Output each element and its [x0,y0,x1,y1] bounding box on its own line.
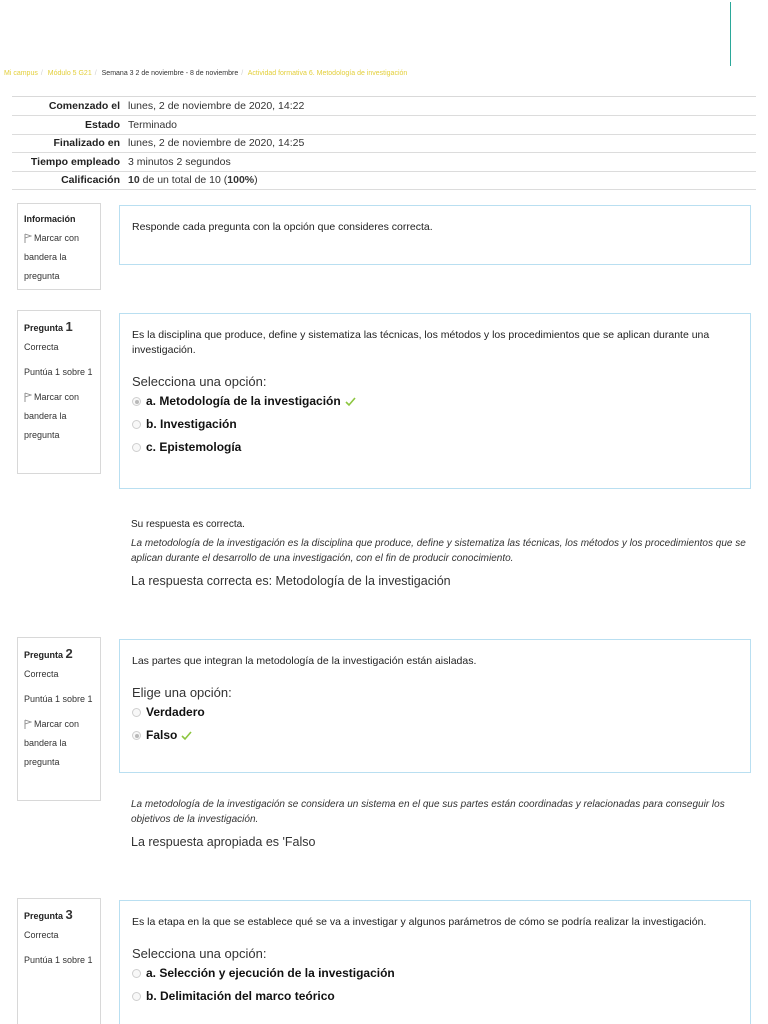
question-3-content [119,900,751,1024]
flag-label: Marcar con bandera la pregunta [24,233,80,281]
option-b[interactable] [132,417,738,431]
option-label: Verdadero [146,705,205,719]
question-number: 3 [65,907,73,922]
summary-row [12,171,756,190]
question-number: 2 [65,646,73,661]
question-grade: Puntúa 1 sobre 1 [24,694,93,704]
option-label: a. Metodología de la investigación [146,394,341,408]
summary-label: Tiempo empleado [12,153,124,172]
grade-end: ) [254,174,258,187]
grade-percent: 100% [227,174,255,187]
option-a[interactable] [132,966,738,980]
answer-prompt: Elige una opción: [132,685,232,700]
question-grade: Puntúa 1 sobre 1 [24,955,93,965]
option-c[interactable] [132,440,738,454]
flag-question-link[interactable] [24,715,94,772]
feedback-general: La metodología de la investigación es la disciplina que produce, define y sistematiza las técnicas, los métodos y los procedimientos que se aplican durante el desarrollo de una investigación, con el fin de producir conocimiento. [131,538,746,564]
question-2-info [17,637,101,801]
question-text: Es la disciplina que produce, define y sistematiza las técnicas, los métodos y los procedimientos que se aplican durante una investigación. [132,329,710,356]
info-content [119,205,751,265]
summary-value: 3 minutos 2 segundos [124,153,756,172]
option-a[interactable] [132,394,738,408]
question-text: Las partes que integran la metodología de la investigación están aisladas. [132,655,477,667]
header-divider [730,2,731,66]
option-verdadero[interactable] [132,705,738,719]
question-1-title [24,317,94,338]
grade-value [124,171,756,190]
right-answer: La respuesta apropiada es 'Falso [131,835,316,849]
info-title: Información [24,214,76,224]
radio[interactable] [132,969,141,978]
flag-icon [24,392,32,402]
question-2-content [119,639,751,773]
check-icon [181,730,192,741]
summary-value: Terminado [124,116,756,135]
info-panel [17,203,101,290]
flag-question-link[interactable] [24,229,94,286]
summary-label: Estado [12,116,124,135]
flag-icon [24,719,32,729]
question-1-info [17,310,101,474]
answer-prompt: Selecciona una opción: [132,374,267,389]
answer-prompt: Selecciona una opción: [132,946,267,961]
breadcrumb-modulo[interactable]: Módulo 5 G21 [47,70,92,77]
question-state: Correcta [24,342,59,352]
flag-label: Marcar con bandera la pregunta [24,392,80,440]
breadcrumb-actividad[interactable]: Actividad formativa 6. Metodología de investigación [247,70,408,77]
radio[interactable] [132,443,141,452]
feedback-status: Su respuesta es correcta. [131,519,245,530]
question-1-feedback [131,519,751,588]
summary-row [12,134,756,153]
summary-row [12,97,756,116]
question-2-title [24,644,94,665]
breadcrumb-semana[interactable]: Semana 3 2 de noviembre - 8 de noviembre [101,70,239,77]
flag-question-link[interactable] [24,388,94,445]
radio[interactable] [132,992,141,1001]
feedback-general: La metodología de la investigación se considera un sistema en el que sus partes están coordinadas y relacionadas para conseguir los objetivos de la investigación. [131,799,725,825]
breadcrumb-mi-campus[interactable]: Mi campus [4,70,38,77]
right-answer: La respuesta correcta es: Metodología de la investigación [131,574,451,588]
option-falso[interactable] [132,728,738,742]
question-state: Correcta [24,930,59,940]
flag-icon [24,233,32,243]
question-1-content [119,313,751,489]
breadcrumb: Mi campus / Módulo 5 G21 / Semana 3 2 de noviembre - 8 de noviembre / Actividad formativa 6. Metodología de investigación [4,70,408,77]
summary-value: lunes, 2 de noviembre de 2020, 14:25 [124,134,756,153]
question-grade: Puntúa 1 sobre 1 [24,367,93,377]
option-label: c. Epistemología [146,440,242,454]
option-label: Falso [146,728,178,742]
question-state: Correcta [24,669,59,679]
question-3-info [17,898,101,1024]
question-label: Pregunta [24,911,64,921]
question-text: Es la etapa en la que se establece qué se va a investigar y algunos parámetros de cómo se podría realizar la investigación. [132,916,707,928]
option-label: a. Selección y ejecución de la investigación [146,966,395,980]
radio-selected[interactable] [132,397,141,406]
option-label: b. Investigación [146,417,237,431]
question-label: Pregunta [24,323,64,333]
info-text: Responde cada pregunta con la opción que consideres correcta. [132,221,433,233]
option-label: b. Delimitación del marco teórico [146,989,335,1003]
summary-table [12,97,756,190]
radio[interactable] [132,708,141,717]
summary-label: Calificación [12,171,124,190]
grade-score: 10 [128,174,140,187]
summary-label: Comenzado el [12,97,124,116]
question-2-feedback [131,797,751,849]
radio[interactable] [132,420,141,429]
option-b[interactable] [132,989,738,1003]
flag-label: Marcar con bandera la pregunta [24,719,80,767]
question-number: 1 [65,319,73,334]
question-3-title [24,905,94,926]
summary-value: lunes, 2 de noviembre de 2020, 14:22 [124,97,756,116]
summary-row [12,153,756,172]
grade-mid: de un total de 10 ( [142,174,228,187]
summary-label: Finalizado en [12,134,124,153]
check-icon [345,396,356,407]
summary-row [12,116,756,135]
question-label: Pregunta [24,650,64,660]
attempt-summary [12,96,756,190]
radio-selected[interactable] [132,731,141,740]
